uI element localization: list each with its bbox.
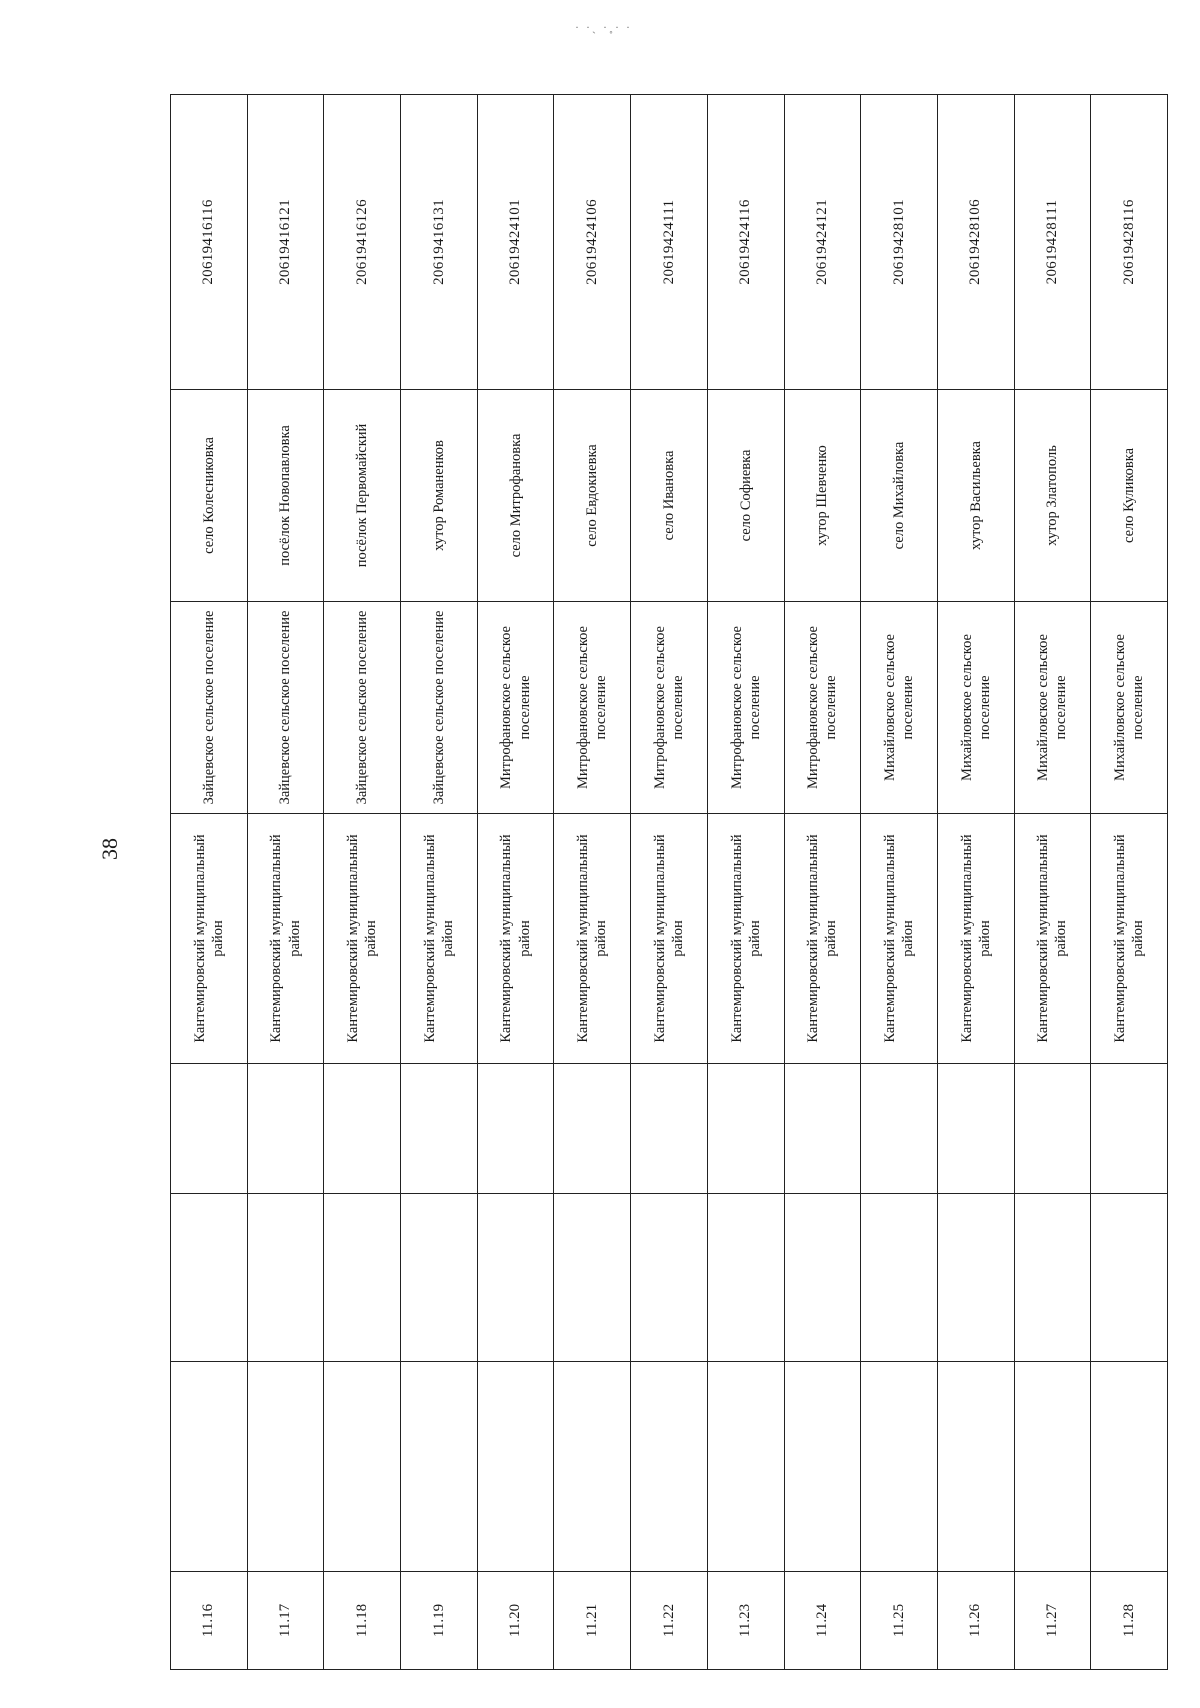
empty-cell [171, 1194, 248, 1362]
empty-cell [171, 1064, 248, 1194]
district-cell: Кантемировский муниципальный район [247, 814, 324, 1064]
table-row [707, 95, 784, 1670]
district-cell: Кантемировский муниципальный район [784, 814, 861, 1064]
empty-cell [247, 1362, 324, 1572]
empty-cell [631, 1362, 708, 1572]
district-cell: Кантемировский муниципальный район [937, 814, 1014, 1064]
scan-marks: · ·ˏ ·˳· · [575, 20, 632, 34]
empty-cell [631, 1064, 708, 1194]
table-row [784, 95, 861, 1670]
code-cell: 20619416116 [171, 95, 248, 390]
code-cell: 20619424111 [631, 95, 708, 390]
table-row [324, 95, 401, 1670]
settlement-cell: Михайловское сельское поселение [937, 602, 1014, 814]
empty-cell [937, 1362, 1014, 1572]
row-number-cell: 11.23 [707, 1572, 784, 1670]
table-row [861, 95, 938, 1670]
code-cell: 20619416126 [324, 95, 401, 390]
district-cell: Кантемировский муниципальный район [1091, 814, 1168, 1064]
row-number-cell: 11.25 [861, 1572, 938, 1670]
locality-cell: хутор Романенков [401, 390, 478, 602]
row-number-cell: 11.18 [324, 1572, 401, 1670]
settlement-cell: Зайцевское сельское поселение [401, 602, 478, 814]
district-cell: Кантемировский муниципальный район [554, 814, 631, 1064]
district-cell: Кантемировский муниципальный район [707, 814, 784, 1064]
district-cell: Кантемировский муниципальный район [1014, 814, 1091, 1064]
document-table-frame [170, 95, 1167, 1670]
code-cell: 20619428106 [937, 95, 1014, 390]
page-number: 38 [97, 838, 122, 860]
empty-cell [554, 1064, 631, 1194]
empty-cell [937, 1064, 1014, 1194]
row-number-cell: 11.21 [554, 1572, 631, 1670]
district-cell: Кантемировский муниципальный район [477, 814, 554, 1064]
settlement-cell: Митрофановское сельское поселение [707, 602, 784, 814]
code-cell: 20619424121 [784, 95, 861, 390]
empty-cell [784, 1194, 861, 1362]
table-row [247, 95, 324, 1670]
row-number-cell: 11.27 [1014, 1572, 1091, 1670]
row-number-cell: 11.16 [171, 1572, 248, 1670]
empty-cell [1014, 1362, 1091, 1572]
empty-cell [324, 1362, 401, 1572]
empty-cell [401, 1194, 478, 1362]
empty-cell [247, 1064, 324, 1194]
code-cell: 20619424116 [707, 95, 784, 390]
settlements-table [170, 94, 1168, 1670]
empty-cell [707, 1064, 784, 1194]
locality-cell: село Михайловка [861, 390, 938, 602]
locality-cell: хутор Златополь [1014, 390, 1091, 602]
empty-cell [554, 1194, 631, 1362]
table-row [554, 95, 631, 1670]
empty-cell [554, 1362, 631, 1572]
locality-cell: село Софиевка [707, 390, 784, 602]
row-number-cell: 11.17 [247, 1572, 324, 1670]
row-number-cell: 11.22 [631, 1572, 708, 1670]
empty-cell [1091, 1194, 1168, 1362]
settlement-cell: Михайловское сельское поселение [1014, 602, 1091, 814]
empty-cell [477, 1194, 554, 1362]
settlement-cell: Зайцевское сельское поселение [247, 602, 324, 814]
code-cell: 20619428116 [1091, 95, 1168, 390]
settlement-cell: Михайловское сельское поселение [1091, 602, 1168, 814]
empty-cell [324, 1064, 401, 1194]
locality-cell: село Митрофановка [477, 390, 554, 602]
code-cell: 20619428111 [1014, 95, 1091, 390]
empty-cell [937, 1194, 1014, 1362]
locality-cell: посёлок Первомайский [324, 390, 401, 602]
rotated-table [170, 95, 1167, 1670]
code-cell: 20619424106 [554, 95, 631, 390]
table-row [631, 95, 708, 1670]
district-cell: Кантемировский муниципальный район [171, 814, 248, 1064]
empty-cell [631, 1194, 708, 1362]
row-number-cell: 11.28 [1091, 1572, 1168, 1670]
settlement-cell: Зайцевское сельское поселение [171, 602, 248, 814]
empty-cell [861, 1194, 938, 1362]
locality-cell: село Ивановка [631, 390, 708, 602]
empty-cell [861, 1064, 938, 1194]
empty-cell [477, 1362, 554, 1572]
district-cell: Кантемировский муниципальный район [401, 814, 478, 1064]
empty-cell [401, 1362, 478, 1572]
table-row [937, 95, 1014, 1670]
settlement-cell: Митрофановское сельское поселение [784, 602, 861, 814]
table-row [401, 95, 478, 1670]
locality-cell: село Куликовка [1091, 390, 1168, 602]
empty-cell [1014, 1064, 1091, 1194]
district-cell: Кантемировский муниципальный район [324, 814, 401, 1064]
empty-cell [784, 1064, 861, 1194]
empty-cell [1091, 1064, 1168, 1194]
empty-cell [324, 1194, 401, 1362]
row-number-cell: 11.20 [477, 1572, 554, 1670]
empty-cell [401, 1064, 478, 1194]
row-number-cell: 11.24 [784, 1572, 861, 1670]
empty-cell [861, 1362, 938, 1572]
district-cell: Кантемировский муниципальный район [631, 814, 708, 1064]
code-cell: 20619424101 [477, 95, 554, 390]
table-row [1091, 95, 1168, 1670]
settlement-cell: Зайцевское сельское поселение [324, 602, 401, 814]
code-cell: 20619428101 [861, 95, 938, 390]
empty-cell [171, 1362, 248, 1572]
empty-cell [247, 1194, 324, 1362]
empty-cell [784, 1362, 861, 1572]
locality-cell: село Евдокиевка [554, 390, 631, 602]
settlement-cell: Митрофановское сельское поселение [631, 602, 708, 814]
empty-cell [707, 1194, 784, 1362]
code-cell: 20619416131 [401, 95, 478, 390]
table-body [171, 95, 1168, 1670]
settlement-cell: Митрофановское сельское поселение [554, 602, 631, 814]
locality-cell: посёлок Новопавловка [247, 390, 324, 602]
table-row [171, 95, 248, 1670]
code-cell: 20619416121 [247, 95, 324, 390]
empty-cell [707, 1362, 784, 1572]
table-row [1014, 95, 1091, 1670]
locality-cell: хутор Шевченко [784, 390, 861, 602]
table-row [477, 95, 554, 1670]
row-number-cell: 11.19 [401, 1572, 478, 1670]
locality-cell: хутор Васильевка [937, 390, 1014, 602]
empty-cell [1014, 1194, 1091, 1362]
settlement-cell: Михайловское сельское поселение [861, 602, 938, 814]
empty-cell [1091, 1362, 1168, 1572]
settlement-cell: Митрофановское сельское поселение [477, 602, 554, 814]
locality-cell: село Колесниковка [171, 390, 248, 602]
empty-cell [477, 1064, 554, 1194]
district-cell: Кантемировский муниципальный район [861, 814, 938, 1064]
row-number-cell: 11.26 [937, 1572, 1014, 1670]
